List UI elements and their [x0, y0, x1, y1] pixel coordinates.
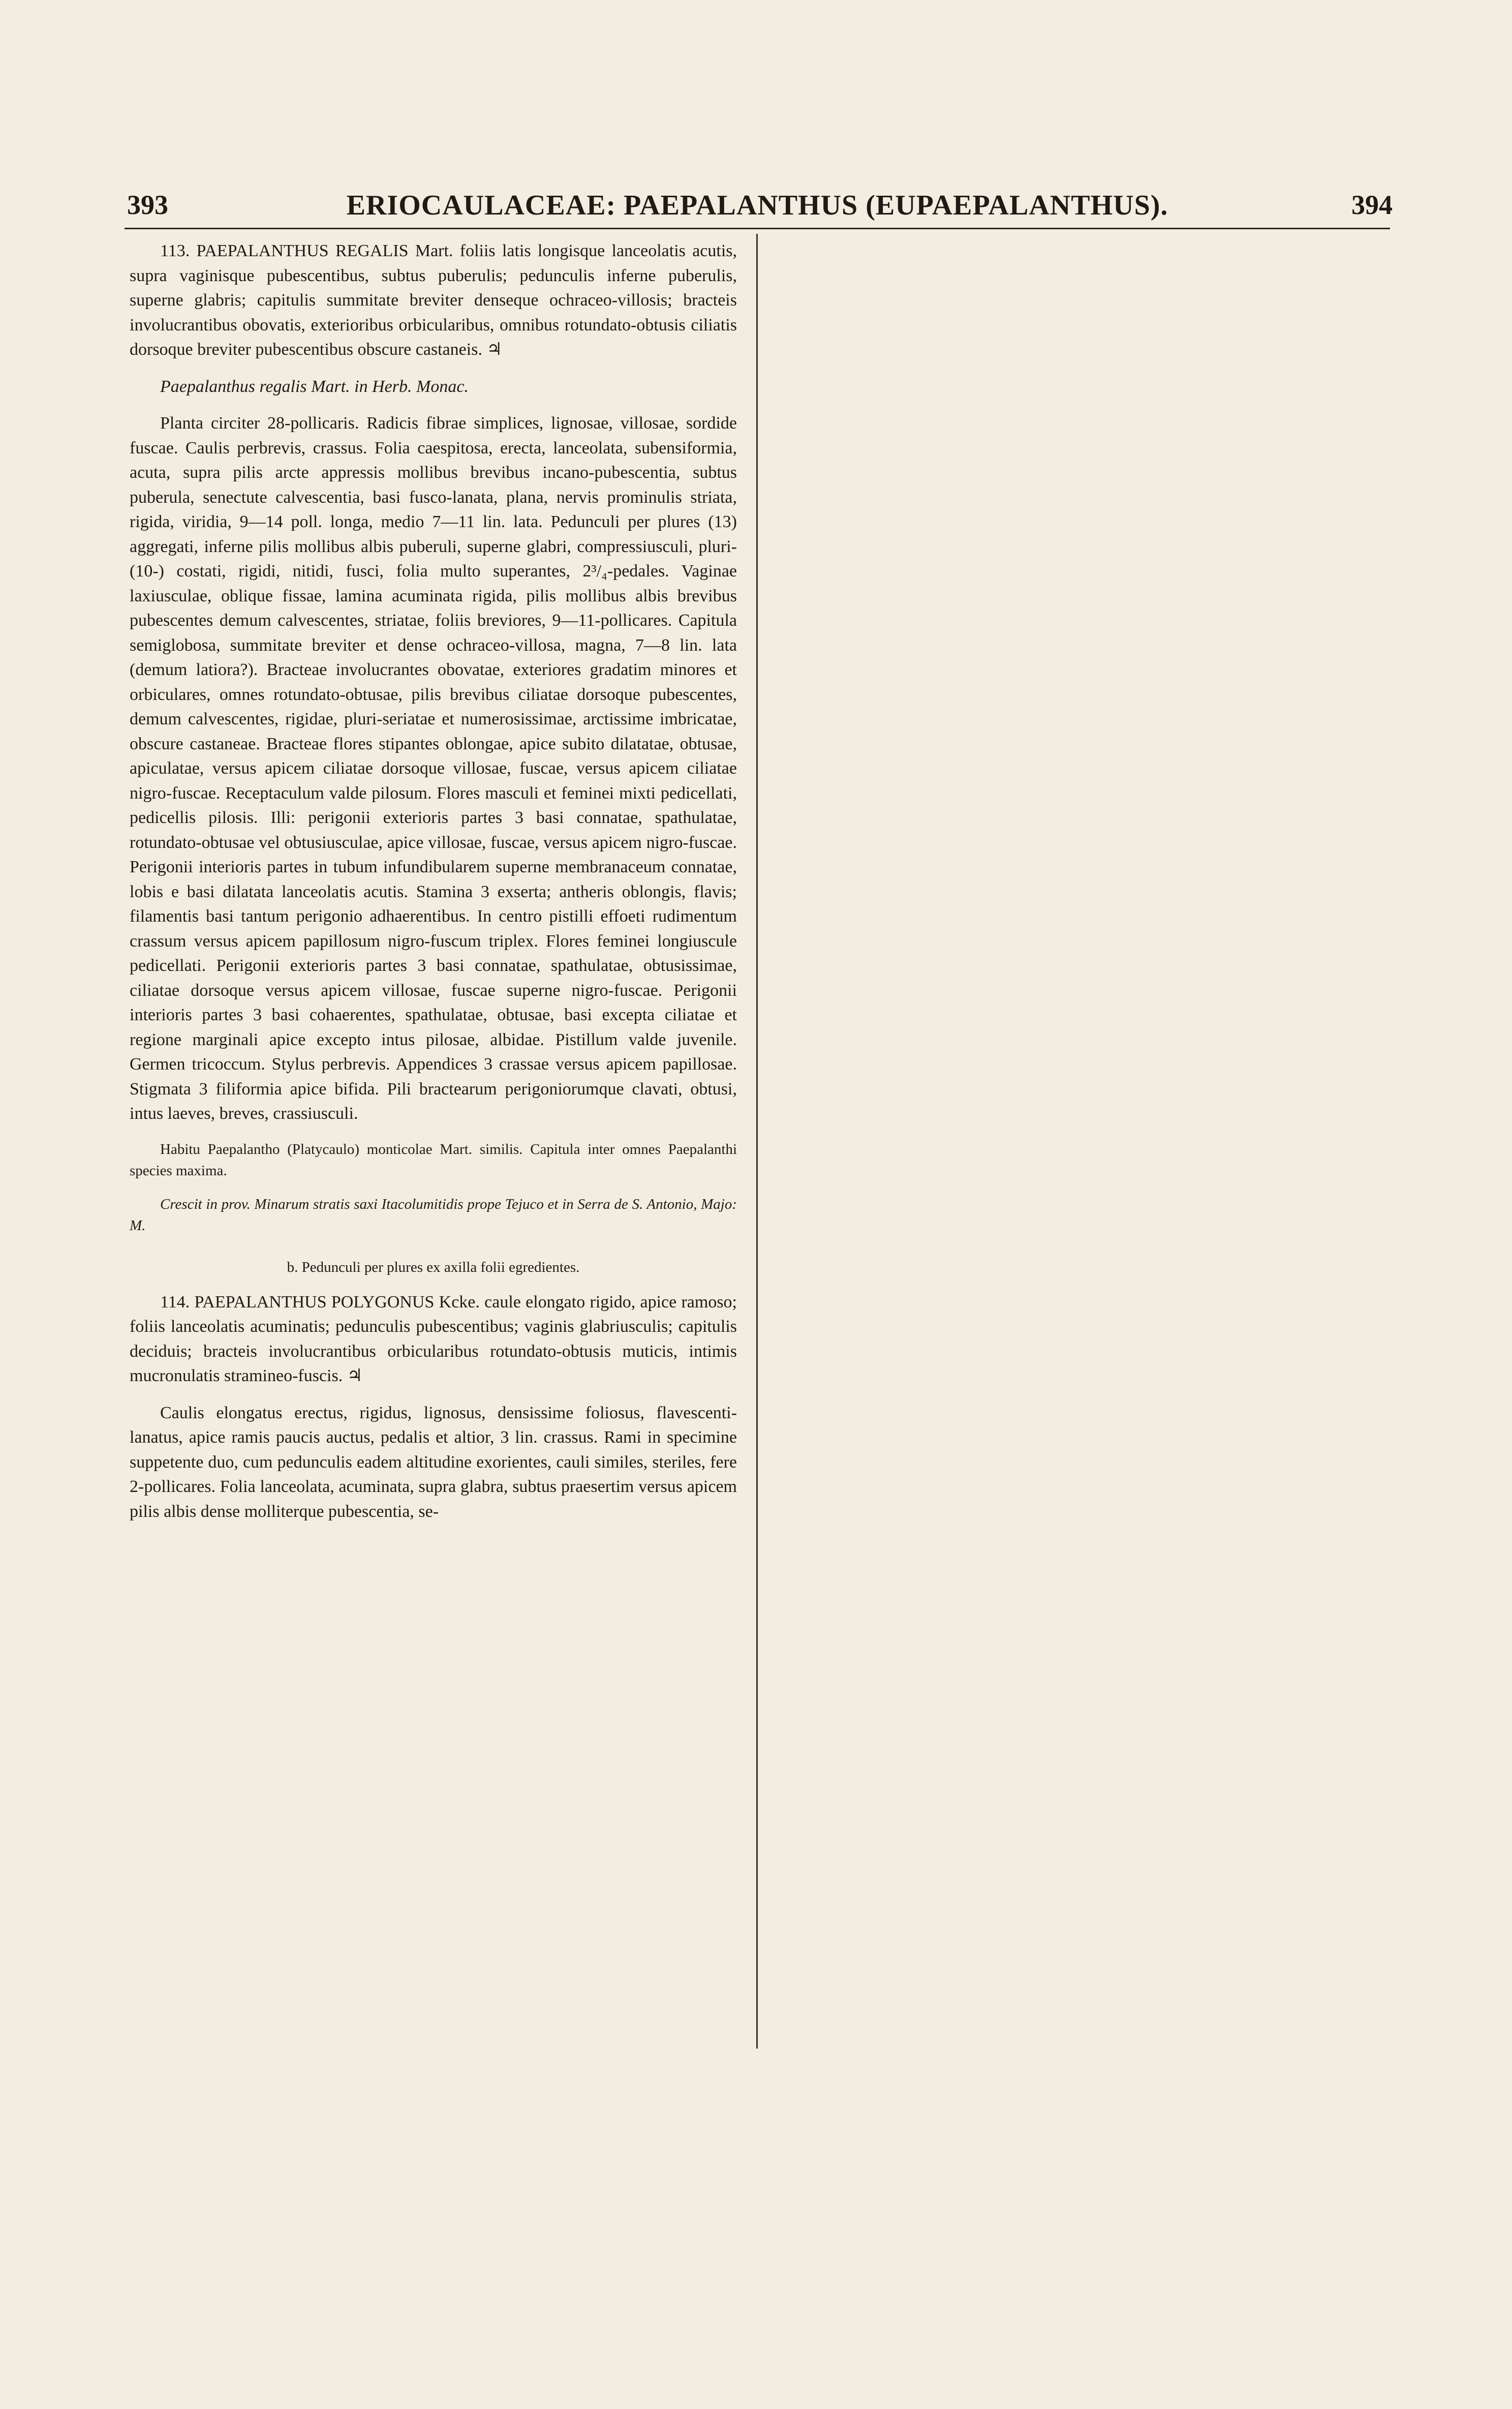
page-number-left: 393 — [127, 190, 168, 220]
species-113-locality: Crescit in prov. Minarum stratis saxi Itacolumitidis prope Tejuco et in Serra de S. Antonio, Majo: M. — [130, 1196, 737, 1234]
running-header — [122, 189, 1393, 233]
subsection-b-heading: b. Pedunculi per plures ex axilla folii egredientes. — [287, 1259, 580, 1275]
species-113-note: Habitu Paepalantho (Platycaulo) monticolae Mart. similis. Capitula inter omnes Paepalanthi species maxima. — [130, 1141, 737, 1179]
species-113-synonym: Paepalanthus regalis Mart. in Herb. Monac. — [160, 377, 469, 396]
running-title: ERIOCAULACEAE: PAEPALANTHUS (EUPAEPALANTHUS). — [346, 190, 1168, 221]
left-column — [130, 239, 737, 1524]
species-113-diagnosis: 113. PAEPALANTHUS REGALIS Mart. foliis latis longisque lanceolatis acutis, supra vaginisque pubescentibus, subtus puberulis; pedunculis inferne puberulis, superne glabris; capitulis summitate breviter denseque ochraceo-villosis; bracteis involucrantibus obovatis, exterioribus orbicularibus, omnibus rotundato-obtusis ciliatis dorsoque breviter pubescentibus obscure castaneis. ♃ — [130, 241, 737, 359]
species-113-description: Planta circiter 28-pollicaris. Radicis fibrae simplices, lignosae, villosae, sordide fuscae. Caulis perbrevis, crassus. Folia caespitosa, erecta, lanceolata, subensiformia, acuta, supra pilis arcte appressis mollibus brevibus incano-pubescentia, subtus puberula, senectute calvescentia, basi fusco-lanata, plana, nervis prominulis striata, rigida, viridia, 9—14 poll. longa, medio 7—11 lin. lata. Pedunculi per plures (13) aggregati, inferne pilis mollibus albis puberuli, superne glabri, compressiusculi, pluri- (10-) costati, rigidi, nitidi, fusci, folia multo superantes, 2³/₄-pedales. Vaginae laxiusculae, oblique fissae, lamina acuminata rigida, pilis mollibus albis brevibus pubescentes demum calvescentes, striatae, foliis breviores, 9—11-pollicares. Capitula semiglobosa, summitate breviter et dense ochraceo-villosa, magna, 7—8 lin. lata (demum latiora?). Bracteae involucrantes obovatae, exteriores gradatim minores et orbiculares, omnes rotundato-obtusae, pilis brevibus ciliatae dorsoque pubescentes, demum calvescentes, rigidae, pluri-seriatae et numerosissimae, arctissime imbricatae, obscure castaneae. Bracteae flores stipantes oblongae, apice subito dilatatae, obtusae, apiculatae, versus apicem ciliatae dorsoque villosae, fuscae, versus apicem ciliatae nigro-fuscae. Receptaculum valde pilosum. Flores masculi et feminei mixti pedicellati, pedicellis pilosis. Illi: perigonii exterioris partes 3 basi connatae, spathulatae, rotundato-obtusae vel obtusiusculae, apice villosae, fuscae, versus apicem nigro-fuscae. Perigonii interioris partes in tubum infundibularem superne membranaceum connatae, lobis e basi dilatata lanceolatis acutis. Stamina 3 exserta; antheris oblongis, flavis; filamentis basi tantum perigonio adhaerentibus. In centro pistilli effoeti rudimentum crassum versus apicem papillosum nigro-fuscum triplex. Flores feminei longiuscule pedicellati. Perigonii exterioris partes 3 basi connatae, spathulatae, obtusissimae, ciliatae dorsoque versus apicem villosae, fuscae superne nigro-fuscae. Perigonii interioris partes 3 basi cohaerentes, spathulatae, obtusae, basi excepta ciliatae et regione marginali apice excepto intus pilosae, albidae. Pistillum valde juvenile. Germen tricoccum. Stylus perbrevis. Appendices 3 crassae versus apicem papillosae. Stigmata 3 filiformia apice bifida. Pili bractearum perigoniorumque clavati, obtusi, intus laeves, breves, crassiusculi. — [130, 414, 737, 1123]
page-number-right: 394 — [1351, 190, 1393, 220]
species-114-description-start: Caulis elongatus erectus, rigidus, lignosus, densissime foliosus, flavescenti-lanatus, apice ramis paucis auctus, pedalis et altior, 3 lin. crassus. Rami in specimine suppetente duo, cum pedunculis eadem altitudine exorientes, cauli similes, steriles, fere 2-pollicares. Folia lanceolata, acuminata, supra glabra, subtus praesertim versus apicem pilis albis dense molliterque pubescentia, se- — [130, 1403, 737, 1521]
column-divider — [756, 234, 758, 2049]
header-rule — [125, 228, 1390, 229]
species-114-diagnosis: 114. PAEPALANTHUS POLYGONUS Kcke. caule elongato rigido, apice ramoso; foliis lanceolatis acuminatis; pedunculis pubescentibus; vaginis glabriusculis; capitulis deciduis; bracteis involucrantibus orbicularibus rotundato-obtusis muticis, intimis mucronulatis stramineo-fuscis. ♃ — [130, 1292, 737, 1385]
